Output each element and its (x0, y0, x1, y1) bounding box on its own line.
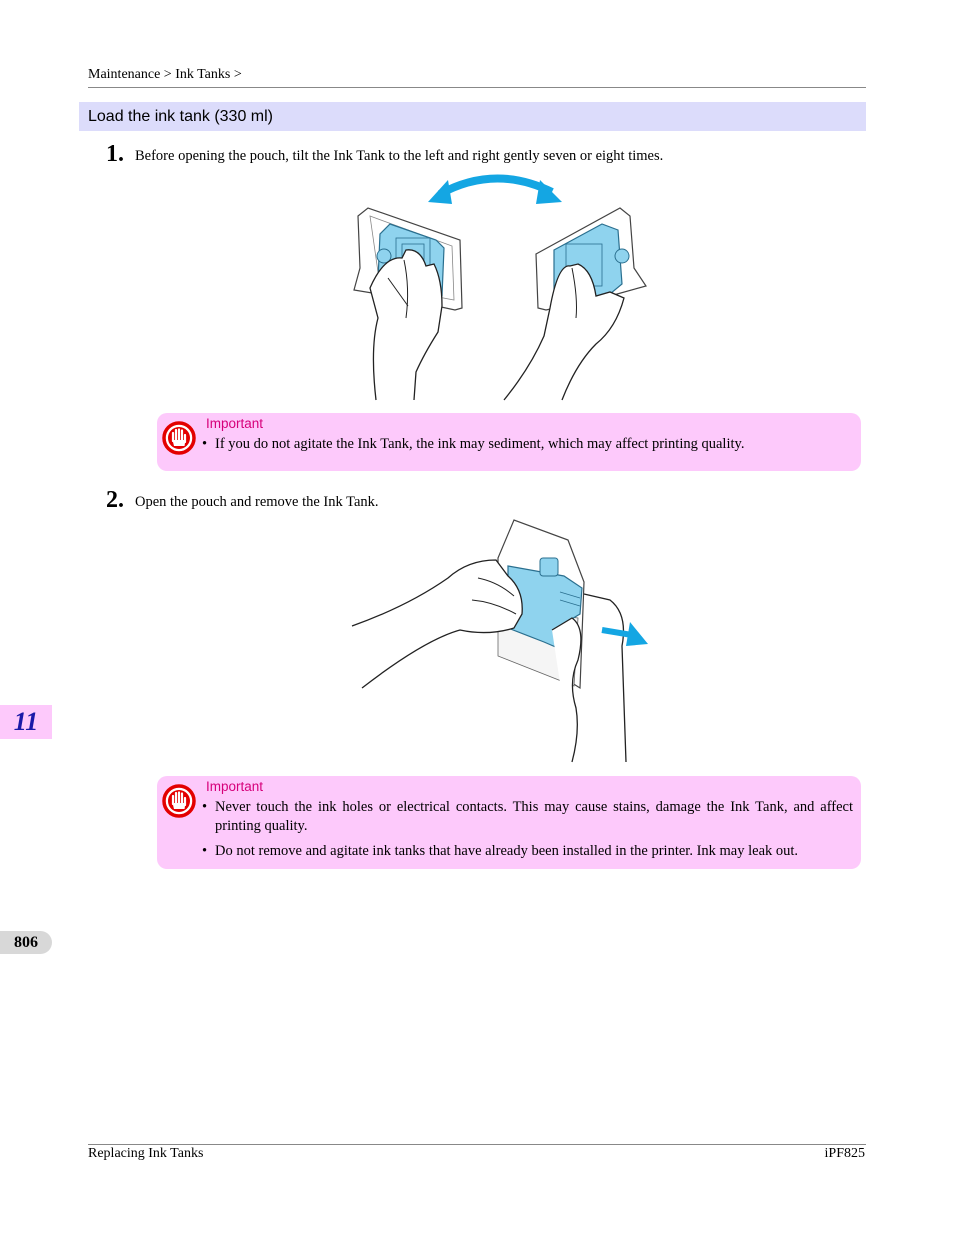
section-title: Load the ink tank (330 ml) (79, 102, 866, 131)
important-list (202, 798, 853, 867)
stop-hand-icon (162, 421, 196, 455)
important-item: • Do not remove and agitate ink tanks that have already been installed in the printer. Ink may leak out. (202, 842, 853, 861)
important-note-1 (157, 413, 861, 471)
remove-ink-tank-illustration (348, 518, 658, 766)
step-1-number: 1. (106, 141, 124, 167)
step-2-text: Open the pouch and remove the Ink Tank. (135, 494, 379, 510)
header-divider (88, 87, 866, 88)
double-arrow-icon (428, 178, 562, 204)
step-1-text: Before opening the pouch, tilt the Ink Tank to the left and right gently seven or eight times. (135, 148, 664, 164)
footer-chapter-title: Replacing Ink Tanks (88, 1146, 204, 1161)
important-title: Important (206, 779, 264, 794)
important-note-2 (157, 776, 861, 869)
important-title: Important (206, 416, 264, 431)
stop-hand-icon (162, 784, 196, 818)
important-item: • Never touch the ink holes or electrical contacts. This may cause stains, damage the Ink Tank, and affect printing quality. (202, 798, 853, 836)
important-item: • If you do not agitate the Ink Tank, the ink may sediment, which may affect printing quality. (202, 435, 853, 454)
important-list (202, 435, 853, 460)
footer-divider (88, 1144, 866, 1145)
footer-model-name: iPF825 (824, 1146, 865, 1161)
step-2-number: 2. (106, 487, 124, 513)
chapter-tab[interactable]: 11 (0, 705, 52, 739)
tilt-ink-tank-illustration (340, 168, 660, 402)
page-number-tab: 806 (0, 931, 52, 954)
breadcrumb: Maintenance > Ink Tanks > (88, 67, 242, 82)
